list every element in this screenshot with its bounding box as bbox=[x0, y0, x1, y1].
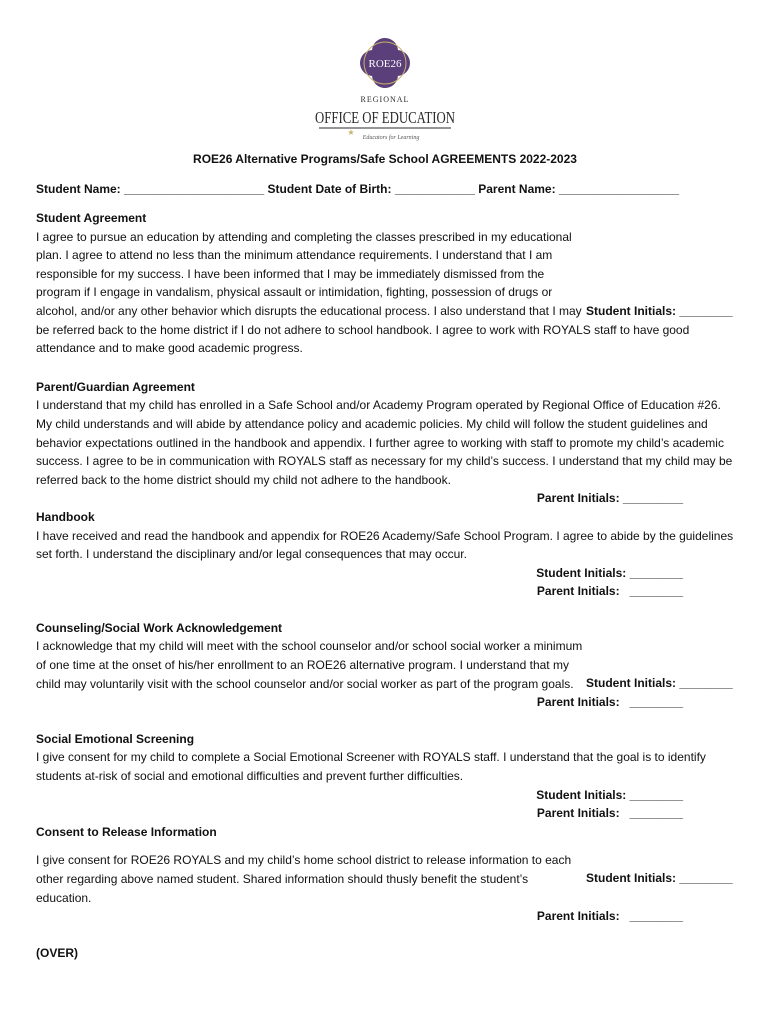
handbook-heading: Handbook bbox=[36, 509, 95, 524]
consent-section bbox=[36, 823, 736, 926]
consent-student-initials-field[interactable]: Student Initials: ________ bbox=[586, 871, 733, 886]
parent-initials-field[interactable]: Parent Initials: _________ bbox=[536, 491, 683, 506]
consent-heading: Consent to Release Information bbox=[36, 824, 217, 839]
screening-student-initials-field[interactable]: Student Initials: ________ bbox=[536, 787, 683, 802]
counseling-section bbox=[36, 619, 736, 712]
consent-text bbox=[36, 851, 736, 907]
handbook-section bbox=[36, 508, 736, 601]
name-fields-line[interactable]: Student Name: _____________________ Student Date of Birth: ____________ Parent Name: __________________ bbox=[36, 182, 680, 196]
student-agreement-heading: Student Agreement bbox=[36, 211, 147, 225]
logo-office: OFFICE OF EDUCATION bbox=[315, 108, 455, 127]
parent-agreement-paragraph: I understand that my child has enrolled in a Safe School and/or Academy Program operated by Regional Office of Education #26. My child understands and will abide by attendance policy and academic policies. My child will follow the student guidelines and behavior expectations outlined in the handbook and appendix. I further agree to working with staff to promote my child’s academic success. I agree to be in communication with ROYALS staff as necessary for my child’s success. I understand that my child may be referred back to the home district should my child not adhere to the handbook. bbox=[36, 398, 733, 487]
student-agreement-text bbox=[36, 228, 736, 358]
logo-regional: REGIONAL bbox=[360, 95, 410, 104]
over-indicator: (OVER) bbox=[36, 945, 78, 960]
consent-parent-initials-field[interactable]: Parent Initials: ________ bbox=[536, 909, 683, 924]
student-initials-field[interactable]: Student Initials: ________ bbox=[586, 303, 733, 318]
student-agreement-section bbox=[36, 209, 736, 358]
screening-paragraph: I give consent for my child to complete a Social Emotional Screener with ROYALS staff. I understand that the goal is to identify students at-risk of social and emotional difficulties and prevent further difficulties. bbox=[36, 750, 706, 784]
parent-agreement-heading: Parent/Guardian Agreement bbox=[36, 379, 195, 394]
counseling-text bbox=[36, 637, 736, 693]
screening-heading: Social Emotional Screening bbox=[36, 731, 195, 746]
counseling-heading: Counseling/Social Work Acknowledgement bbox=[36, 620, 283, 635]
roe26-logo bbox=[305, 35, 465, 147]
counseling-parent-initials-field[interactable]: Parent Initials: ________ bbox=[536, 695, 683, 710]
counseling-paragraph: I acknowledge that my child will meet with the school counselor and/or school social worker a minimum of one time at the onset of his/her enrollment to an ROE26 alternative program. I understand that my child may voluntarily visit with the school counselor and/or social worker as part of the program goals. bbox=[36, 639, 583, 691]
document-title: ROE26 Alternative Programs/Safe School AGREEMENTS 2022-2023 bbox=[193, 152, 577, 166]
logo-badge-text: ROE26 bbox=[368, 58, 402, 70]
screening-section bbox=[36, 730, 736, 823]
handbook-student-initials-field[interactable]: Student Initials: ________ bbox=[536, 565, 683, 580]
agreements-content bbox=[36, 209, 736, 962]
counseling-student-initials-field[interactable]: Student Initials: ________ bbox=[586, 676, 733, 691]
handbook-paragraph: I have received and read the handbook and appendix for ROE26 Academy/Safe School Program. I agree to abide by the guidelines set forth. I understand the disciplinary and/or legal consequences that may occur. bbox=[36, 528, 734, 562]
parent-agreement-section bbox=[36, 378, 736, 508]
student-agreement-paragraph: I agree to pursue an education by attending and completing the classes prescribed in my educational plan. I agree to attend no less than the minimum attendance requirements. I understand that I am responsible for my success. I have been informed that I may be immediately dismissed from the program if I engage in vandalism, physical assault or intimidation, fighting, possession of drugs or alcohol, and/or any other behavior which disrupts the educational process. I also understand that I may be referred back to the home district if I do not adhere to school handbook. I agree to work with ROYALS staff to have good attendance and to make good academic progress. bbox=[36, 229, 690, 356]
screening-parent-initials-field[interactable]: Parent Initials: ________ bbox=[536, 806, 683, 821]
handbook-parent-initials-field[interactable]: Parent Initials: ________ bbox=[536, 584, 683, 599]
logo-star-icon: ★ bbox=[347, 128, 355, 137]
consent-paragraph: I give consent for ROE26 ROYALS and my child’s home school district to release information to each other regarding above named student. Shared information should thusly benefit the student’s education. bbox=[36, 853, 572, 905]
logo-tagline: Educators for Learning bbox=[362, 135, 420, 141]
